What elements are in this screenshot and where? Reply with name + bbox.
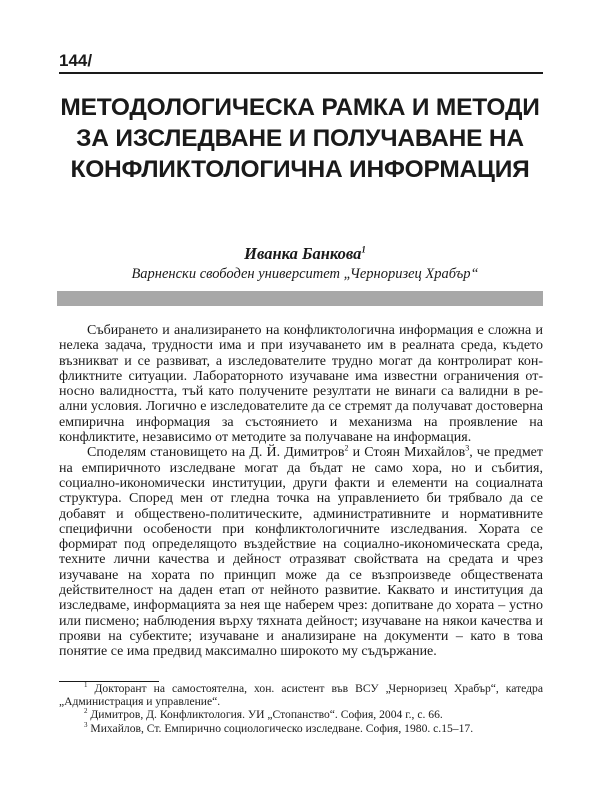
author-affiliation: Варненски свободен университет „Черноризец Храбър“ — [131, 266, 479, 282]
footnote-1 — [59, 682, 543, 708]
paragraph-1: Събирането и анализирането на конфликтологична информация е сложна и нелека задача, трудности има и при изучаването им в реалната среда, където възникват и се развиват, а изследователите трудно могат да контролират конфликтните ситуации. Лабораторното изучаване има известни ограничения относно валидността, тъй като получените резултати не винаги са валидни в реални условия. Логично е изследователите да се стремят да получават достоверна емпирична информация за състоянието и механизма на проявление на конфликтите, независимо от методите за получаване на информация. — [59, 323, 543, 446]
title-line-3: КОНФЛИКТОЛОГИЧНА ИНФОРМАЦИЯ — [70, 156, 530, 183]
author-footnote-mark: 1 — [361, 244, 366, 255]
paragraph-2-text-c: , че предмет на емпиричното изследване могат да бъдат не само хора, но и събития, социално-икономически институции, други факти и елементи на социалната структура. Според мен от гледна точка на управлението би трябвало да се добавят и обществено-политическите, административните и нормативните специфични особености при конфликтологичните изследвания. Хората се формират под определящото въздействие на социално-икономическата среда, техните лични качества и дейност отразяват свойствата на средата и чрез изучаване на хората по принцип може да се възпроизведе обществената действителност на даден етап от нейното развитие. Каквато и институция да изследваме, информацията за нея ще наберем чрез: допитване до хората – устно или писмено; наблюдения върху тяхната дейност; изучаване на някои качества и прояви на субектите; изучаване и анализиране на документи – като в това понятие се има предвид максимално широкото му съдържание. — [59, 445, 544, 660]
title-line-2: ЗА ИЗСЛЕДВАНЕ И ПОЛУЧАВАНЕ НА — [76, 125, 524, 152]
page-number: 144/ — [59, 51, 93, 70]
footnote-ref-2: 2 — [344, 443, 349, 453]
author-name: Иванка Банкова — [244, 244, 362, 263]
section-divider-bar — [57, 291, 543, 306]
footnote-1-text: Докторант на самостоятелна, хон. асистент във ВСУ „Черноризец Храбър“, катедра „Администрация и управление“. — [59, 682, 543, 709]
footnotes — [59, 682, 543, 735]
paragraph-2 — [59, 445, 543, 659]
title-line-1: МЕТОДОЛОГИЧЕСКА РАМКА И МЕТОДИ — [60, 94, 540, 121]
article-body — [59, 323, 543, 660]
footnote-1-mark: 1 — [84, 681, 88, 690]
footnote-ref-3: 3 — [465, 443, 470, 453]
paragraph-2-text-a: Споделям становището на Д. Й. Димитров — [87, 445, 345, 461]
footnote-2-mark: 2 — [84, 707, 88, 716]
footnote-3-mark: 3 — [84, 720, 88, 729]
header-rule — [59, 72, 543, 74]
author — [60, 244, 550, 264]
footnote-3-text: Михайлов, Ст. Емпирично социологическо изследване. София, 1980. с.15–17. — [87, 721, 474, 735]
footnote-2 — [59, 708, 543, 721]
paragraph-2-text-b: и Стоян Михайлов — [348, 445, 466, 461]
article-title — [40, 92, 560, 185]
footnote-2-text: Димитров, Д. Конфликтология. УИ „Стопанство“. София, 2004 г., с. 66. — [87, 708, 443, 722]
footnote-3 — [59, 722, 543, 735]
